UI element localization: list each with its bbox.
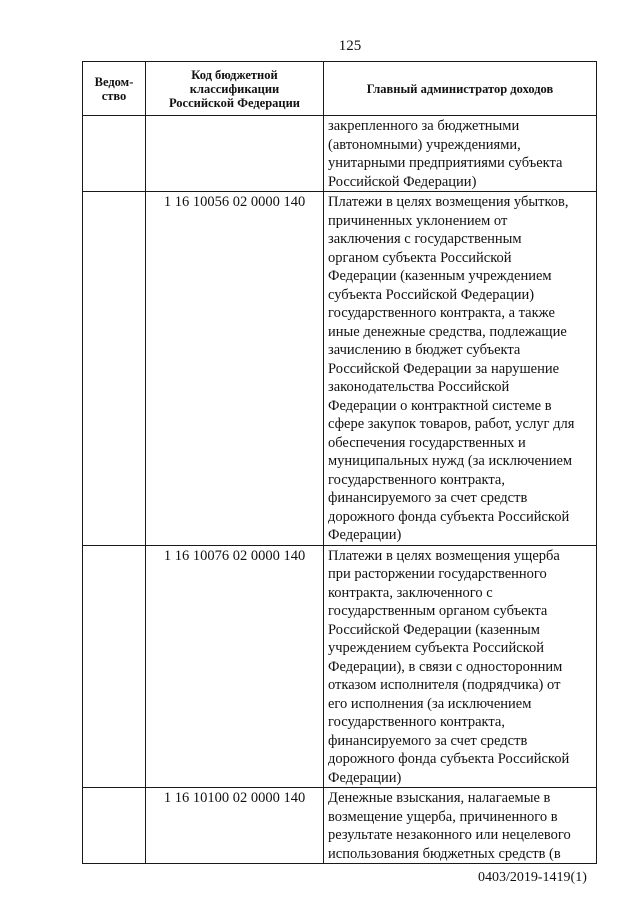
header-administrator: Главный администратор доходов: [324, 62, 597, 116]
description-line: заключения с государственным: [328, 231, 522, 247]
description-line: Платежи в целях возмещения ущерба: [328, 547, 560, 564]
description-line: Платежи в целях возмещения убытков,: [328, 194, 569, 210]
description-line: Федерации), в связи с односторонним: [328, 658, 563, 675]
description-line: финансируемого за счет средств: [328, 732, 528, 749]
description-line: Федерации (казенным учреждением: [328, 268, 552, 284]
description-line: Денежные взыскания, налагаемые в: [328, 790, 551, 806]
description-line: Российской Федерации): [328, 173, 477, 190]
description-line: дорожного фонда субъекта Российской: [328, 508, 570, 525]
description-line: субъекта Российской Федерации): [328, 286, 535, 303]
description-line: Федерации): [328, 527, 402, 543]
header-department: Ведом-ство: [83, 62, 146, 116]
document-code: 0403/2019-1419(1): [478, 870, 587, 885]
description-line: Российской Федерации за нарушение: [328, 360, 560, 377]
cell-department: [83, 788, 146, 864]
description-line: иные денежные средства, подлежащие: [328, 323, 567, 340]
cell-budget-code: 1 16 10056 02 0000 140: [146, 192, 324, 546]
cell-administrator-description: [324, 192, 597, 546]
description-line: контракта, заключенного с: [328, 584, 493, 601]
description-line: обеспечения государственных и: [328, 434, 526, 451]
description-line: при расторжении государственного: [328, 566, 547, 582]
description-line: государственного контракта,: [328, 714, 505, 730]
table-header-row: [83, 62, 597, 116]
description-line: законодательства Российской: [328, 379, 510, 395]
description-line: муниципальных нужд (за исключением: [328, 453, 573, 469]
description-line: сфере закупок товаров, работ, услуг для: [328, 416, 575, 432]
cell-administrator-description: [324, 116, 597, 192]
description-line: возмещение ущерба, причиненного в: [328, 808, 558, 825]
description-line: учреждением субъекта Российской: [328, 640, 544, 656]
cell-department: [83, 545, 146, 788]
cell-administrator-description: [324, 788, 597, 864]
page-number: 125: [338, 38, 362, 54]
description-line: результате незаконного или нецелевого: [328, 827, 571, 843]
description-line: использования бюджетных средств (в: [328, 845, 561, 862]
description-line: дорожного фонда субъекта Российской: [328, 751, 570, 767]
table-row: [83, 116, 597, 192]
description-line: унитарными предприятиями субъекта: [328, 155, 563, 171]
table-row: [83, 192, 597, 546]
description-line: Федерации о контрактной системе в: [328, 397, 552, 414]
description-line: его исполнения (за исключением: [328, 695, 532, 712]
revenue-admin-table: [82, 61, 597, 864]
description-line: финансируемого за счет средств: [328, 490, 528, 506]
description-line: закрепленного за бюджетными: [328, 118, 520, 134]
description-line: (автономными) учреждениями,: [328, 136, 521, 153]
description-line: Федерации): [328, 769, 402, 786]
table-row: [83, 545, 597, 788]
cell-administrator-description: [324, 545, 597, 788]
description-line: государственного контракта,: [328, 471, 505, 488]
cell-budget-code: [146, 116, 324, 192]
description-line: государственным органом субъекта: [328, 603, 548, 619]
description-line: государственного контракта, а также: [328, 305, 555, 321]
description-line: зачислению в бюджет субъекта: [328, 342, 521, 358]
cell-department: [83, 116, 146, 192]
header-code: Код бюджетной классификации Российской Федерации: [146, 62, 324, 116]
cell-budget-code: 1 16 10076 02 0000 140: [146, 545, 324, 788]
cell-department: [83, 192, 146, 546]
description-line: органом субъекта Российской: [328, 249, 512, 266]
cell-budget-code: 1 16 10100 02 0000 140: [146, 788, 324, 864]
description-line: отказом исполнителя (подрядчика) от: [328, 677, 561, 693]
description-line: причиненных уклонением от: [328, 212, 508, 229]
table-row: [83, 788, 597, 864]
description-line: Российской Федерации (казенным: [328, 621, 540, 638]
